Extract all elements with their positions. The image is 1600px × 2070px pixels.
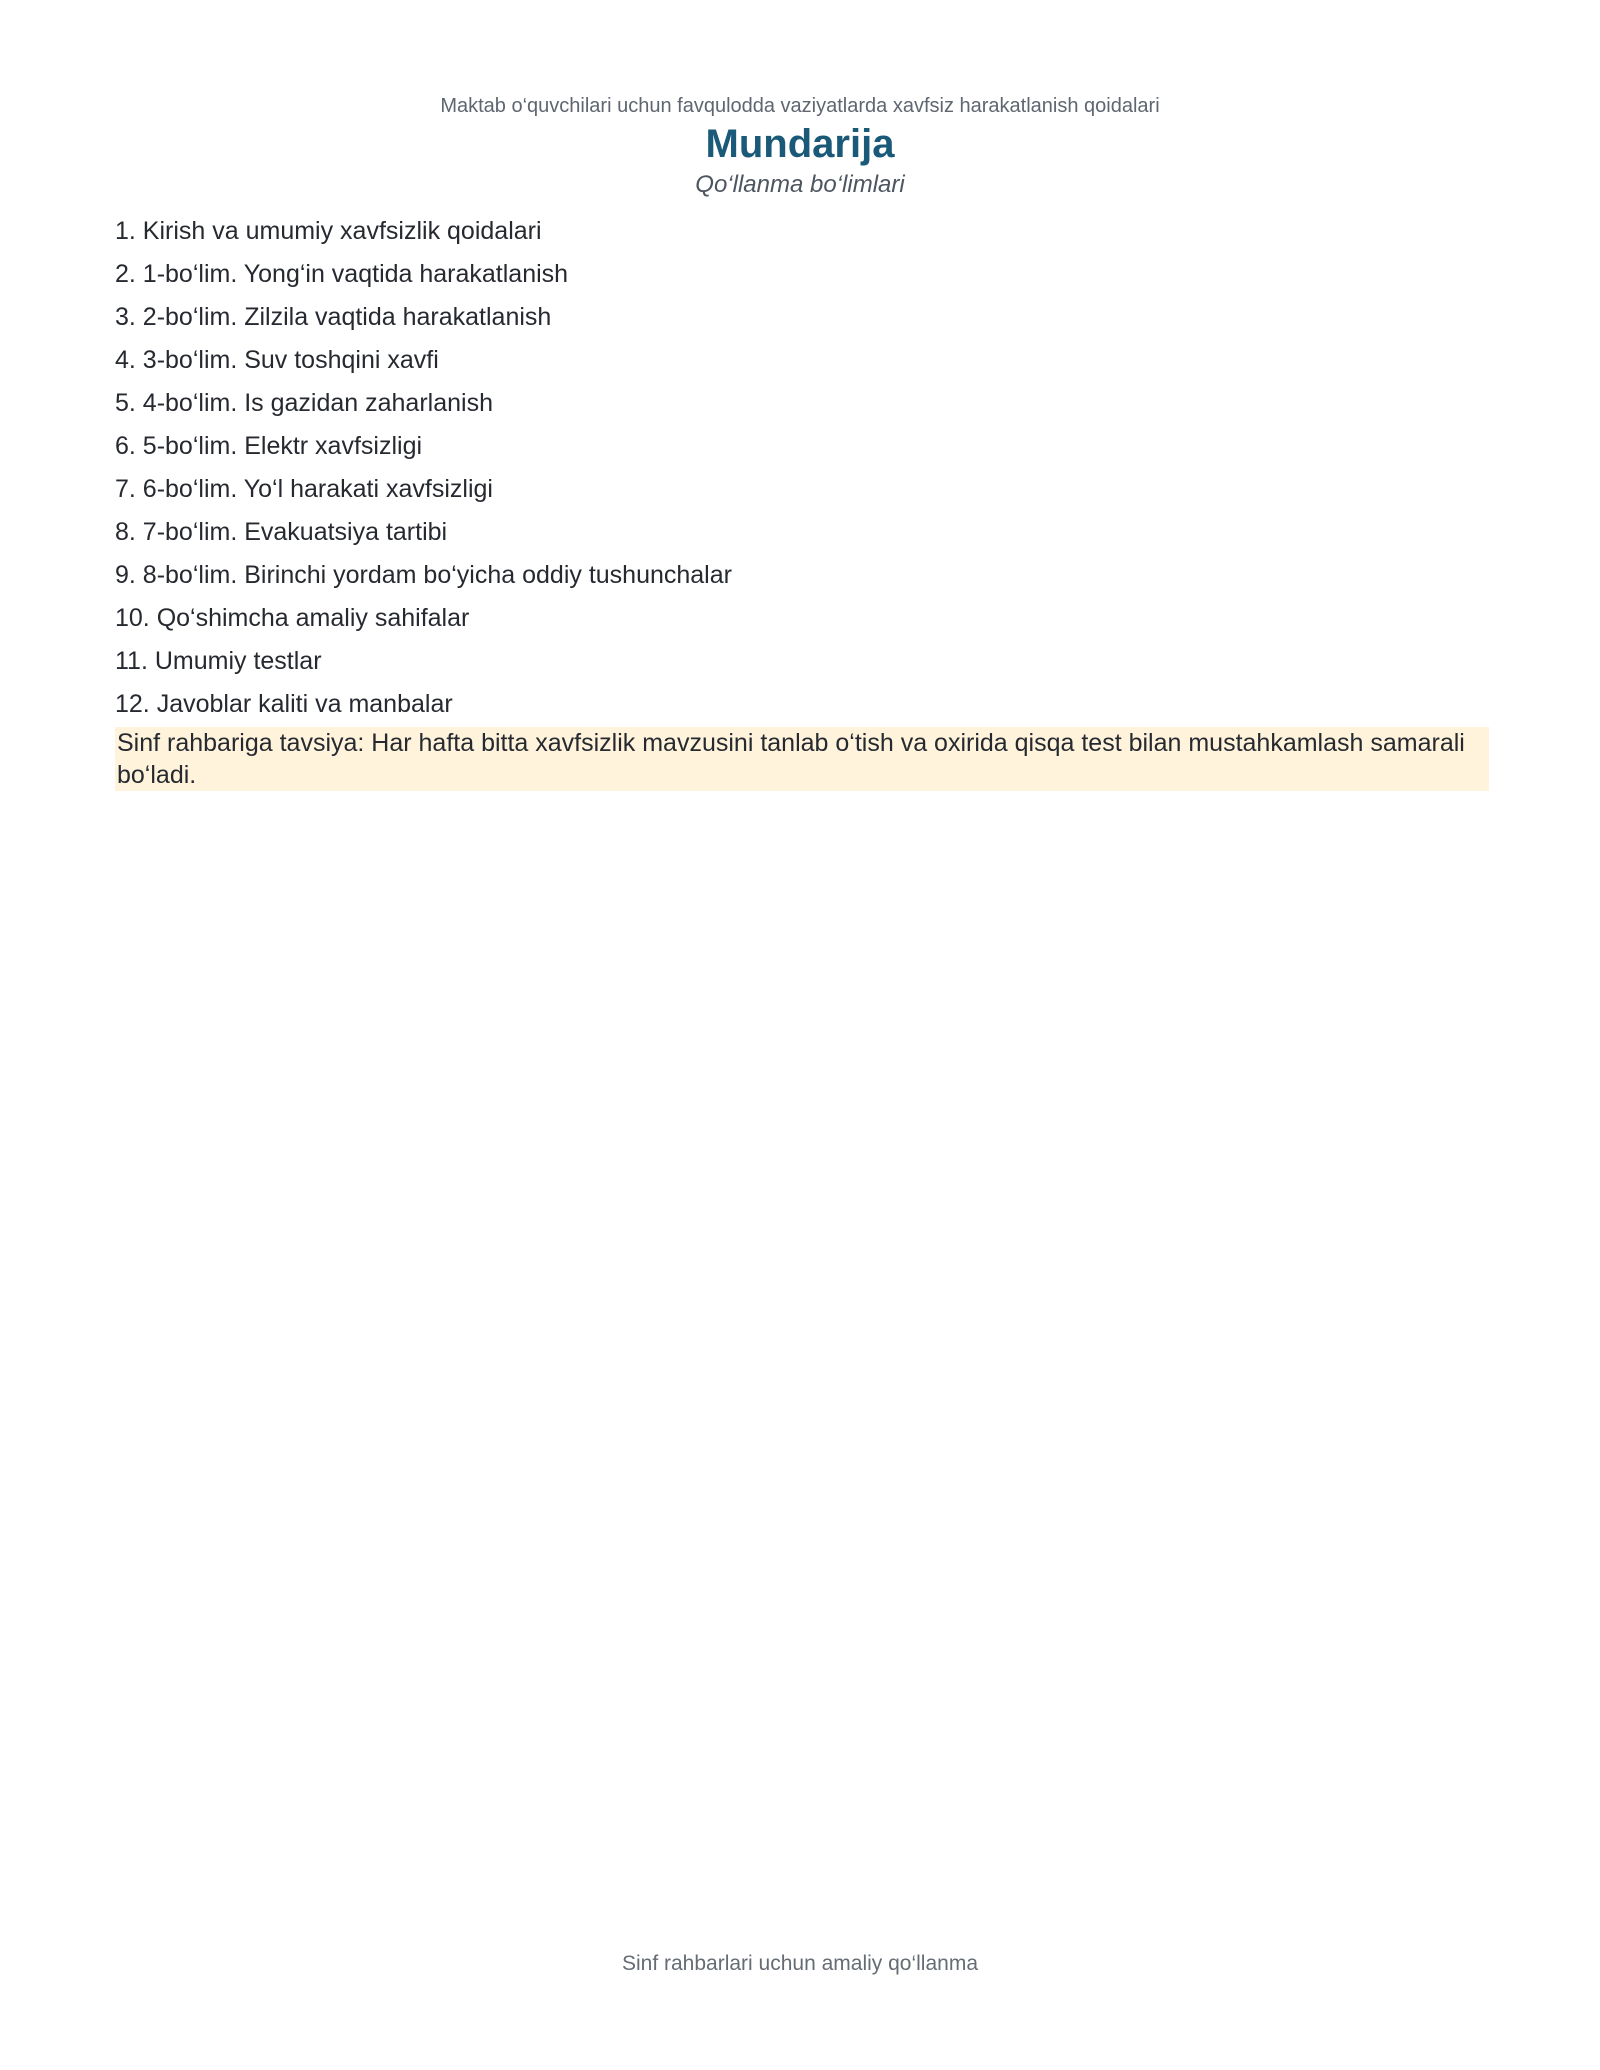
toc-item-7[interactable]: 7. 6-bo‘lim. Yo‘l harakati xavfsizligi	[115, 475, 493, 503]
running-header: Maktab o‘quvchilari uchun favqulodda vaziyatlarda xavfsiz harakatlanish qoidalari	[440, 95, 1160, 117]
toc-item-11[interactable]: 11. Umumiy testlar	[115, 647, 322, 675]
toc-item-3[interactable]: 3. 2-bo‘lim. Zilzila vaqtida harakatlanish	[115, 303, 552, 331]
toc-item-2[interactable]: 2. 1-bo‘lim. Yong‘in vaqtida harakatlanish	[115, 260, 569, 288]
toc-item-5[interactable]: 5. 4-bo‘lim. Is gazidan zaharlanish	[115, 389, 493, 417]
toc-item-9[interactable]: 9. 8-bo‘lim. Birinchi yordam bo‘yicha oddiy tushunchalar	[115, 561, 732, 589]
page-title: Mundarija	[705, 122, 895, 166]
toc-item-12[interactable]: 12. Javoblar kaliti va manbalar	[115, 690, 453, 718]
page-footer: Sinf rahbarlari uchun amaliy qo‘llanma	[621, 1952, 978, 1975]
toc-item-10[interactable]: 10. Qo‘shimcha amaliy sahifalar	[115, 604, 470, 632]
table-of-contents	[115, 210, 1495, 726]
toc-item-6[interactable]: 6. 5-bo‘lim. Elektr xavfsizligi	[115, 432, 423, 460]
toc-item-8[interactable]: 8. 7-bo‘lim. Evakuatsiya tartibi	[115, 518, 448, 546]
teacher-recommendation-note: Sinf rahbariga tavsiya: Har hafta bitta xavfsizlik mavzusini tanlab o‘tish va oxirida qisqa test bilan mustahkamlash samarali bo‘ladi.	[115, 727, 1489, 791]
toc-item-4[interactable]: 4. 3-bo‘lim. Suv toshqini xavfi	[115, 346, 439, 374]
page-subtitle: Qo‘llanma bo‘limlari	[695, 171, 905, 198]
toc-item-1[interactable]: 1. Kirish va umumiy xavfsizlik qoidalari	[115, 217, 542, 245]
